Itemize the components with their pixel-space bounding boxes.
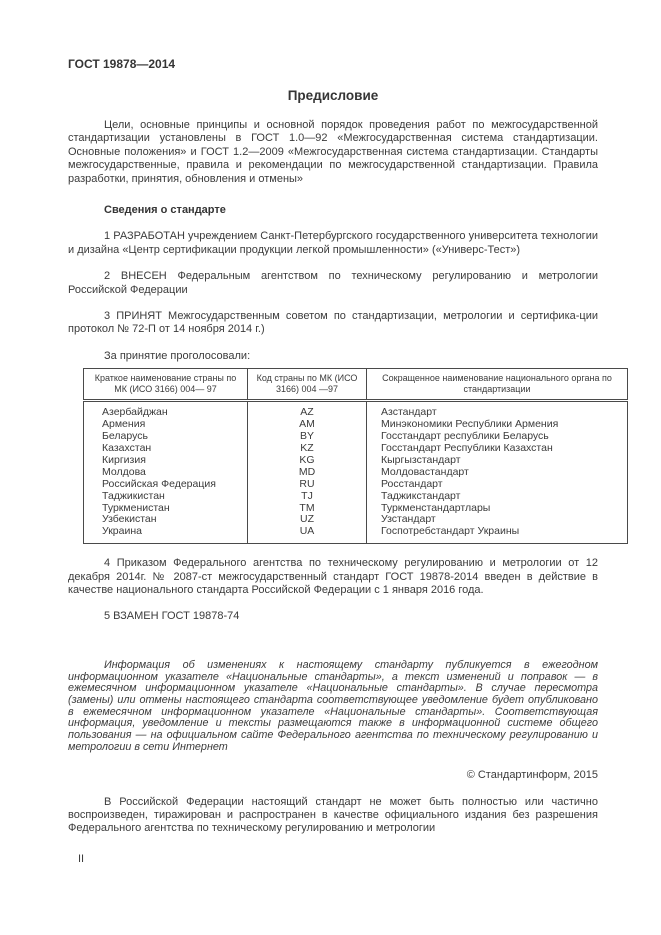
country-cell: Беларусь [84, 431, 248, 443]
code-cell: BY [248, 431, 367, 443]
org-cell: Госстандарт Республики Казахстан [367, 443, 628, 455]
vote-table [83, 368, 628, 544]
item-developed: 1 РАЗРАБОТАН учреждением Санкт-Петербургского государственного университета технологии и дизайна «Центр сертификации продукции легкой промышленности» («Универс-Тест») [68, 230, 598, 256]
country-cell: Узбекистан [84, 514, 248, 526]
vote-table-header [84, 369, 628, 401]
org-cell: Кыргызстандарт [367, 455, 628, 467]
standard-code: ГОСТ 19878—2014 [68, 57, 176, 71]
code-cell: AZ [248, 401, 367, 419]
country-cell: Армения [84, 419, 248, 431]
code-cell: UZ [248, 514, 367, 526]
table-row [84, 479, 628, 491]
country-cell: Казахстан [84, 443, 248, 455]
org-cell: Молдовастандарт [367, 467, 628, 479]
org-cell: Минэкономики Республики Армения [367, 419, 628, 431]
code-cell: TJ [248, 491, 367, 503]
table-row [84, 467, 628, 479]
reproduction-restriction: В Российской Федерации настоящий стандарт не может быть полностью или частично воспроизведен, тиражирован и распространен в качестве официального издания без разрешения Федерального агентства по техническому регулированию и метрологии [68, 795, 598, 835]
item-order: 4 Приказом Федерального агентства по техническому регулированию и метрологии от 12 декабря 2014г. № 2087-ст межгосударственный стандарт ГОСТ 19878-2014 введен в действие в качестве национального стандарта Российской Федерации с 1 января 2016 года. [68, 557, 598, 597]
org-cell: Таджикстандарт [367, 491, 628, 503]
code-cell: KZ [248, 443, 367, 455]
table-row [84, 526, 628, 543]
country-cell: Украина [84, 526, 248, 543]
country-cell: Киргизия [84, 455, 248, 467]
page-title: Предисловие [287, 88, 379, 103]
org-cell: Азстандарт [367, 401, 628, 419]
column-header-country: Краткое наименование страны по МК (ИСО 3166) 004— 97 [84, 369, 248, 401]
country-cell: Азербайджан [84, 401, 248, 419]
intro-paragraph: Цели, основные принципы и основной порядок проведения работ по межгосударственной стандартизации установлены в ГОСТ 1.0—92 «Межгосударственная система стандартизации. Основные положения» и ГОСТ 1.2—2009 «Межгосударственная система стандартизации. Стандарты межгосударственные, правила и рекомендации по межгосударственной стандартизации. Правила разработки, принятия, обновления и отмены» [68, 119, 598, 185]
code-cell: AM [248, 419, 367, 431]
table-row [84, 503, 628, 515]
org-cell: Узстандарт [367, 514, 628, 526]
code-cell: KG [248, 455, 367, 467]
country-cell: Таджикистан [84, 491, 248, 503]
page-number: II [78, 852, 85, 865]
column-header-code: Код страны по МК (ИСО 3166) 004 —97 [248, 369, 367, 401]
item-adopted: 3 ПРИНЯТ Межгосударственным советом по стандартизации, метрологии и сертифика-ции протокол № 72-П от 14 ноября 2014 г.) [68, 310, 598, 336]
item-replaces: 5 ВЗАМЕН ГОСТ 19878-74 [104, 610, 240, 623]
table-row [84, 401, 628, 419]
code-cell: UA [248, 526, 367, 543]
table-row [84, 514, 628, 526]
table-row [84, 491, 628, 503]
vote-table-body [84, 401, 628, 544]
info-heading: Сведения о стандарте [104, 204, 226, 217]
table-row [84, 443, 628, 455]
org-cell: Росстандарт [367, 479, 628, 491]
org-cell: Туркменстандартлары [367, 503, 628, 515]
code-cell: RU [248, 479, 367, 491]
country-cell: Российская Федерация [84, 479, 248, 491]
country-cell: Молдова [84, 467, 248, 479]
item-submitted: 2 ВНЕСЕН Федеральным агентством по техническому регулированию и метрологии Российской Федерации [68, 270, 598, 296]
code-cell: MD [248, 467, 367, 479]
country-cell: Туркменистан [84, 503, 248, 515]
org-cell: Госстандарт республики Беларусь [367, 431, 628, 443]
org-cell: Госпотребстандарт Украины [367, 526, 628, 543]
column-header-org: Сокращенное наименование национального органа по стандартизации [367, 369, 628, 401]
copyright-line: © Стандартинформ, 2015 [466, 768, 598, 781]
table-row [84, 455, 628, 467]
vote-caption: За принятие проголосовали: [104, 349, 251, 362]
changes-notice: Информация об изменениях к настоящему стандарту публикуется в ежегодном информационном указателе «Национальные стандарты», а текст изменений и поправок — в ежемесячном информационном указателе «Национальные стандарты». В случае пересмотра (замены) или отмены настоящего стандарта соответствующее уведомление будет опубликовано в ежемесячном информационном указателе «Национальные стандарты». Соответствующая информация, уведомление и тексты размещаются также в информационной системе общего пользования — на официальном сайте Федерального агентства по техническому регулированию и метрологии в сети Интернет [68, 658, 598, 753]
code-cell: TM [248, 503, 367, 515]
